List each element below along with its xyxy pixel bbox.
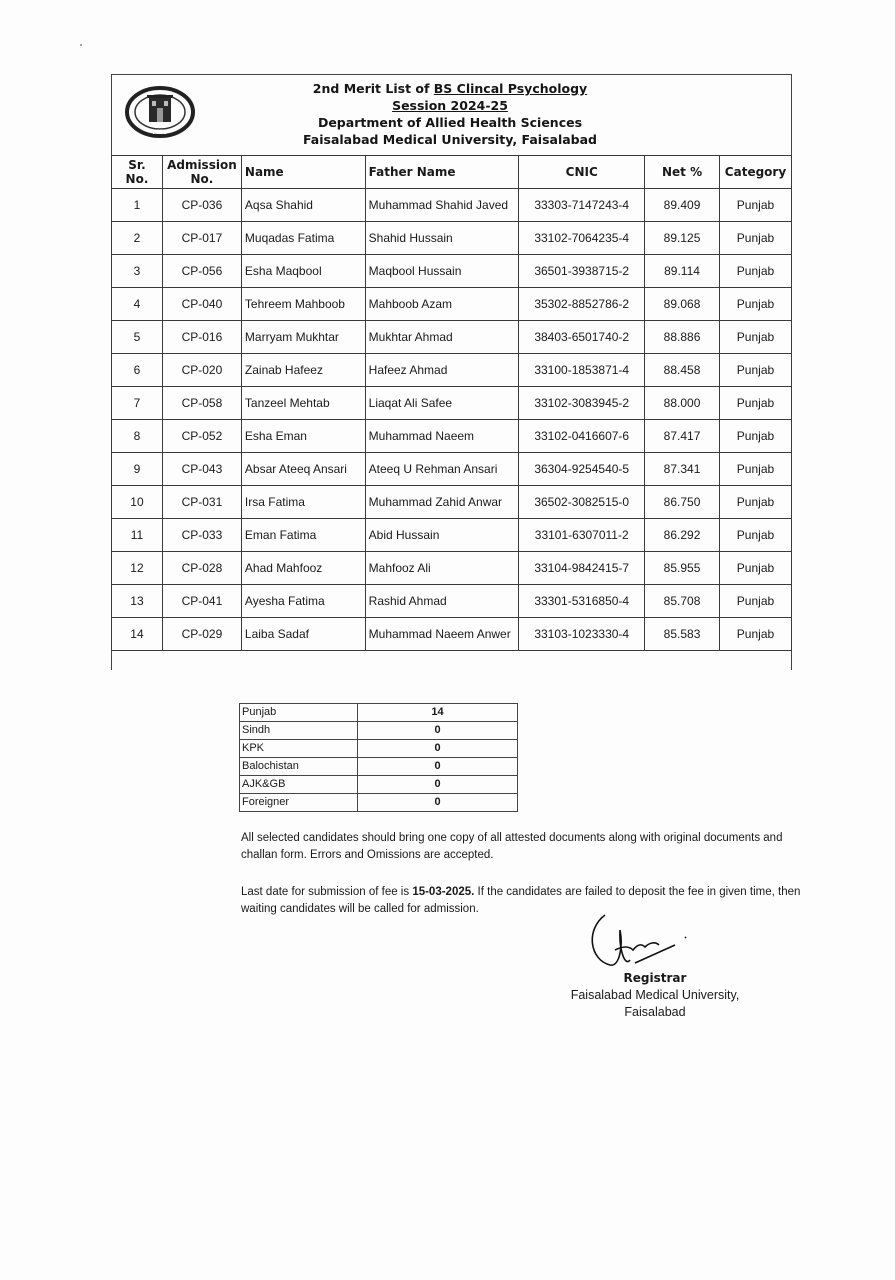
cnic-cell: 33104-9842415-7 xyxy=(519,552,645,585)
col-header-father: Father Name xyxy=(365,156,519,189)
father-name-cell: Rashid Ahmad xyxy=(365,585,519,618)
admission-no-cell: CP-040 xyxy=(162,288,241,321)
table-row xyxy=(112,552,792,585)
admission-no-cell: CP-031 xyxy=(162,486,241,519)
name-cell: Marryam Mukhtar xyxy=(241,321,365,354)
session-label: Session 2024-25 xyxy=(392,98,508,113)
list-title: 2nd Merit List of BS Clincal Psychology xyxy=(312,81,588,96)
admission-no-cell: CP-016 xyxy=(162,321,241,354)
fee-deadline-date: 15-03-2025. xyxy=(412,886,475,898)
col-header-net: Net % xyxy=(645,156,720,189)
category-cell: Punjab xyxy=(719,486,791,519)
category-cell: Punjab xyxy=(719,189,791,222)
category-cell: Punjab xyxy=(719,354,791,387)
name-cell: Tanzeel Mehtab xyxy=(241,387,365,420)
name-cell: Tehreem Mahboob xyxy=(241,288,365,321)
summary-label: Punjab xyxy=(240,704,358,722)
net-percent-cell: 89.114 xyxy=(645,255,720,288)
table-row xyxy=(112,585,792,618)
net-percent-cell: 85.708 xyxy=(645,585,720,618)
col-header-cnic: CNIC xyxy=(519,156,645,189)
scan-speck xyxy=(80,44,82,46)
table-row xyxy=(112,354,792,387)
name-cell: Ahad Mahfooz xyxy=(241,552,365,585)
name-cell: Esha Maqbool xyxy=(241,255,365,288)
table-row xyxy=(112,453,792,486)
father-name-cell: Muhammad Shahid Javed xyxy=(365,189,519,222)
table-row xyxy=(112,288,792,321)
sr-cell: 11 xyxy=(112,519,163,552)
summary-count: 14 xyxy=(358,704,518,722)
father-name-cell: Abid Hussain xyxy=(365,519,519,552)
admission-no-cell: CP-056 xyxy=(162,255,241,288)
summary-row xyxy=(240,740,518,758)
admission-no-cell: CP-029 xyxy=(162,618,241,651)
cnic-cell: 33301-5316850-4 xyxy=(519,585,645,618)
table-row xyxy=(112,255,792,288)
cnic-cell: 33102-0416607-6 xyxy=(519,420,645,453)
table-row xyxy=(112,519,792,552)
summary-label: AJK&GB xyxy=(240,776,358,794)
admission-no-cell: CP-036 xyxy=(162,189,241,222)
documents-note: All selected candidates should bring one copy of all attested documents along with original documents and challan form. Errors and Omissions are accepted. xyxy=(241,832,783,861)
net-percent-cell: 86.750 xyxy=(645,486,720,519)
cnic-cell: 36502-3082515-0 xyxy=(519,486,645,519)
cnic-cell: 38403-6501740-2 xyxy=(519,321,645,354)
sr-cell: 10 xyxy=(112,486,163,519)
summary-count: 0 xyxy=(358,758,518,776)
sr-cell: 1 xyxy=(112,189,163,222)
father-name-cell: Mahfooz Ali xyxy=(365,552,519,585)
sr-cell: 7 xyxy=(112,387,163,420)
net-percent-cell: 89.409 xyxy=(645,189,720,222)
father-name-cell: Ateeq U Rehman Ansari xyxy=(365,453,519,486)
father-name-cell: Muhammad Zahid Anwar xyxy=(365,486,519,519)
sr-cell: 13 xyxy=(112,585,163,618)
table-row xyxy=(112,222,792,255)
net-percent-cell: 85.955 xyxy=(645,552,720,585)
table-row xyxy=(112,321,792,354)
father-name-cell: Hafeez Ahmad xyxy=(365,354,519,387)
name-cell: Irsa Fatima xyxy=(241,486,365,519)
document-header xyxy=(250,80,650,148)
registrar-title: Registrar xyxy=(623,971,687,985)
father-name-cell: Liaqat Ali Safee xyxy=(365,387,519,420)
category-cell: Punjab xyxy=(719,453,791,486)
cnic-cell: 35302-8852786-2 xyxy=(519,288,645,321)
category-cell: Punjab xyxy=(719,321,791,354)
name-cell: Ayesha Fatima xyxy=(241,585,365,618)
category-cell: Punjab xyxy=(719,420,791,453)
summary-label: KPK xyxy=(240,740,358,758)
table-row xyxy=(112,420,792,453)
category-cell: Punjab xyxy=(719,552,791,585)
category-cell: Punjab xyxy=(719,387,791,420)
sr-cell: 2 xyxy=(112,222,163,255)
category-cell: Punjab xyxy=(719,585,791,618)
summary-count: 0 xyxy=(358,740,518,758)
registrar-org-line2: Faisalabad xyxy=(624,1005,686,1019)
department-label: Department of Allied Health Sciences xyxy=(317,115,583,130)
signature-icon xyxy=(575,905,705,975)
col-header-admission: Admission No. xyxy=(162,156,241,189)
table-row xyxy=(112,189,792,222)
category-cell: Punjab xyxy=(719,618,791,651)
registrar-block xyxy=(545,970,765,1021)
cnic-cell: 36304-9254540-5 xyxy=(519,453,645,486)
summary-count: 0 xyxy=(358,776,518,794)
admission-no-cell: CP-028 xyxy=(162,552,241,585)
net-percent-cell: 88.886 xyxy=(645,321,720,354)
admission-no-cell: CP-041 xyxy=(162,585,241,618)
net-percent-cell: 89.068 xyxy=(645,288,720,321)
name-cell: Laiba Sadaf xyxy=(241,618,365,651)
net-percent-cell: 88.000 xyxy=(645,387,720,420)
father-name-cell: Maqbool Hussain xyxy=(365,255,519,288)
father-name-cell: Mahboob Azam xyxy=(365,288,519,321)
cnic-cell: 33100-1853871-4 xyxy=(519,354,645,387)
university-seal-icon xyxy=(125,86,195,138)
sr-cell: 3 xyxy=(112,255,163,288)
admission-no-cell: CP-020 xyxy=(162,354,241,387)
name-cell: Zainab Hafeez xyxy=(241,354,365,387)
sr-cell: 12 xyxy=(112,552,163,585)
sr-cell: 5 xyxy=(112,321,163,354)
table-row xyxy=(112,387,792,420)
category-cell: Punjab xyxy=(719,519,791,552)
col-header-sr: Sr. No. xyxy=(112,156,163,189)
sr-cell: 8 xyxy=(112,420,163,453)
net-percent-cell: 89.125 xyxy=(645,222,720,255)
summary-row xyxy=(240,758,518,776)
table-header-row xyxy=(112,156,792,189)
father-name-cell: Shahid Hussain xyxy=(365,222,519,255)
cnic-cell: 33102-3083945-2 xyxy=(519,387,645,420)
summary-row xyxy=(240,776,518,794)
registrar-org-line1: Faisalabad Medical University, xyxy=(570,988,740,1002)
sr-cell: 9 xyxy=(112,453,163,486)
admission-no-cell: CP-052 xyxy=(162,420,241,453)
sr-cell: 14 xyxy=(112,618,163,651)
summary-label: Sindh xyxy=(240,722,358,740)
summary-row xyxy=(240,722,518,740)
admission-no-cell: CP-017 xyxy=(162,222,241,255)
summary-count: 0 xyxy=(358,722,518,740)
category-cell: Punjab xyxy=(719,222,791,255)
cnic-cell: 36501-3938715-2 xyxy=(519,255,645,288)
cnic-cell: 33101-6307011-2 xyxy=(519,519,645,552)
name-cell: Aqsa Shahid xyxy=(241,189,365,222)
sr-cell: 4 xyxy=(112,288,163,321)
col-header-category: Category xyxy=(719,156,791,189)
admission-no-cell: CP-033 xyxy=(162,519,241,552)
net-percent-cell: 87.341 xyxy=(645,453,720,486)
net-percent-cell: 85.583 xyxy=(645,618,720,651)
father-name-cell: Muhammad Naeem Anwer xyxy=(365,618,519,651)
name-cell: Esha Eman xyxy=(241,420,365,453)
svg-text:FMU: FMU xyxy=(152,129,168,136)
program-name: BS Clincal Psychology xyxy=(433,81,588,96)
cnic-cell: 33103-1023330-4 xyxy=(519,618,645,651)
net-percent-cell: 86.292 xyxy=(645,519,720,552)
name-cell: Eman Fatima xyxy=(241,519,365,552)
father-name-cell: Muhammad Naeem xyxy=(365,420,519,453)
merit-list-table xyxy=(111,155,792,651)
university-label: Faisalabad Medical University, Faisalabad xyxy=(303,132,597,147)
summary-label: Foreigner xyxy=(240,794,358,812)
table-row xyxy=(112,486,792,519)
category-cell: Punjab xyxy=(719,255,791,288)
father-name-cell: Mukhtar Ahmad xyxy=(365,321,519,354)
name-cell: Muqadas Fatima xyxy=(241,222,365,255)
summary-count: 0 xyxy=(358,794,518,812)
net-percent-cell: 87.417 xyxy=(645,420,720,453)
sr-cell: 6 xyxy=(112,354,163,387)
fee-deadline-note: Last date for submission of fee is 15-03-2025. If the candidates are failed to deposit the fee in given time, then waiting candidates will be called for admission. xyxy=(241,886,801,915)
admission-no-cell: CP-043 xyxy=(162,453,241,486)
cnic-cell: 33303-7147243-4 xyxy=(519,189,645,222)
col-header-name: Name xyxy=(241,156,365,189)
table-row xyxy=(112,618,792,651)
admission-no-cell: CP-058 xyxy=(162,387,241,420)
summary-row xyxy=(240,704,518,722)
cnic-cell: 33102-7064235-4 xyxy=(519,222,645,255)
summary-row xyxy=(240,794,518,812)
category-cell: Punjab xyxy=(719,288,791,321)
summary-label: Balochistan xyxy=(240,758,358,776)
name-cell: Absar Ateeq Ansari xyxy=(241,453,365,486)
net-percent-cell: 88.458 xyxy=(645,354,720,387)
category-summary-table xyxy=(239,703,518,812)
